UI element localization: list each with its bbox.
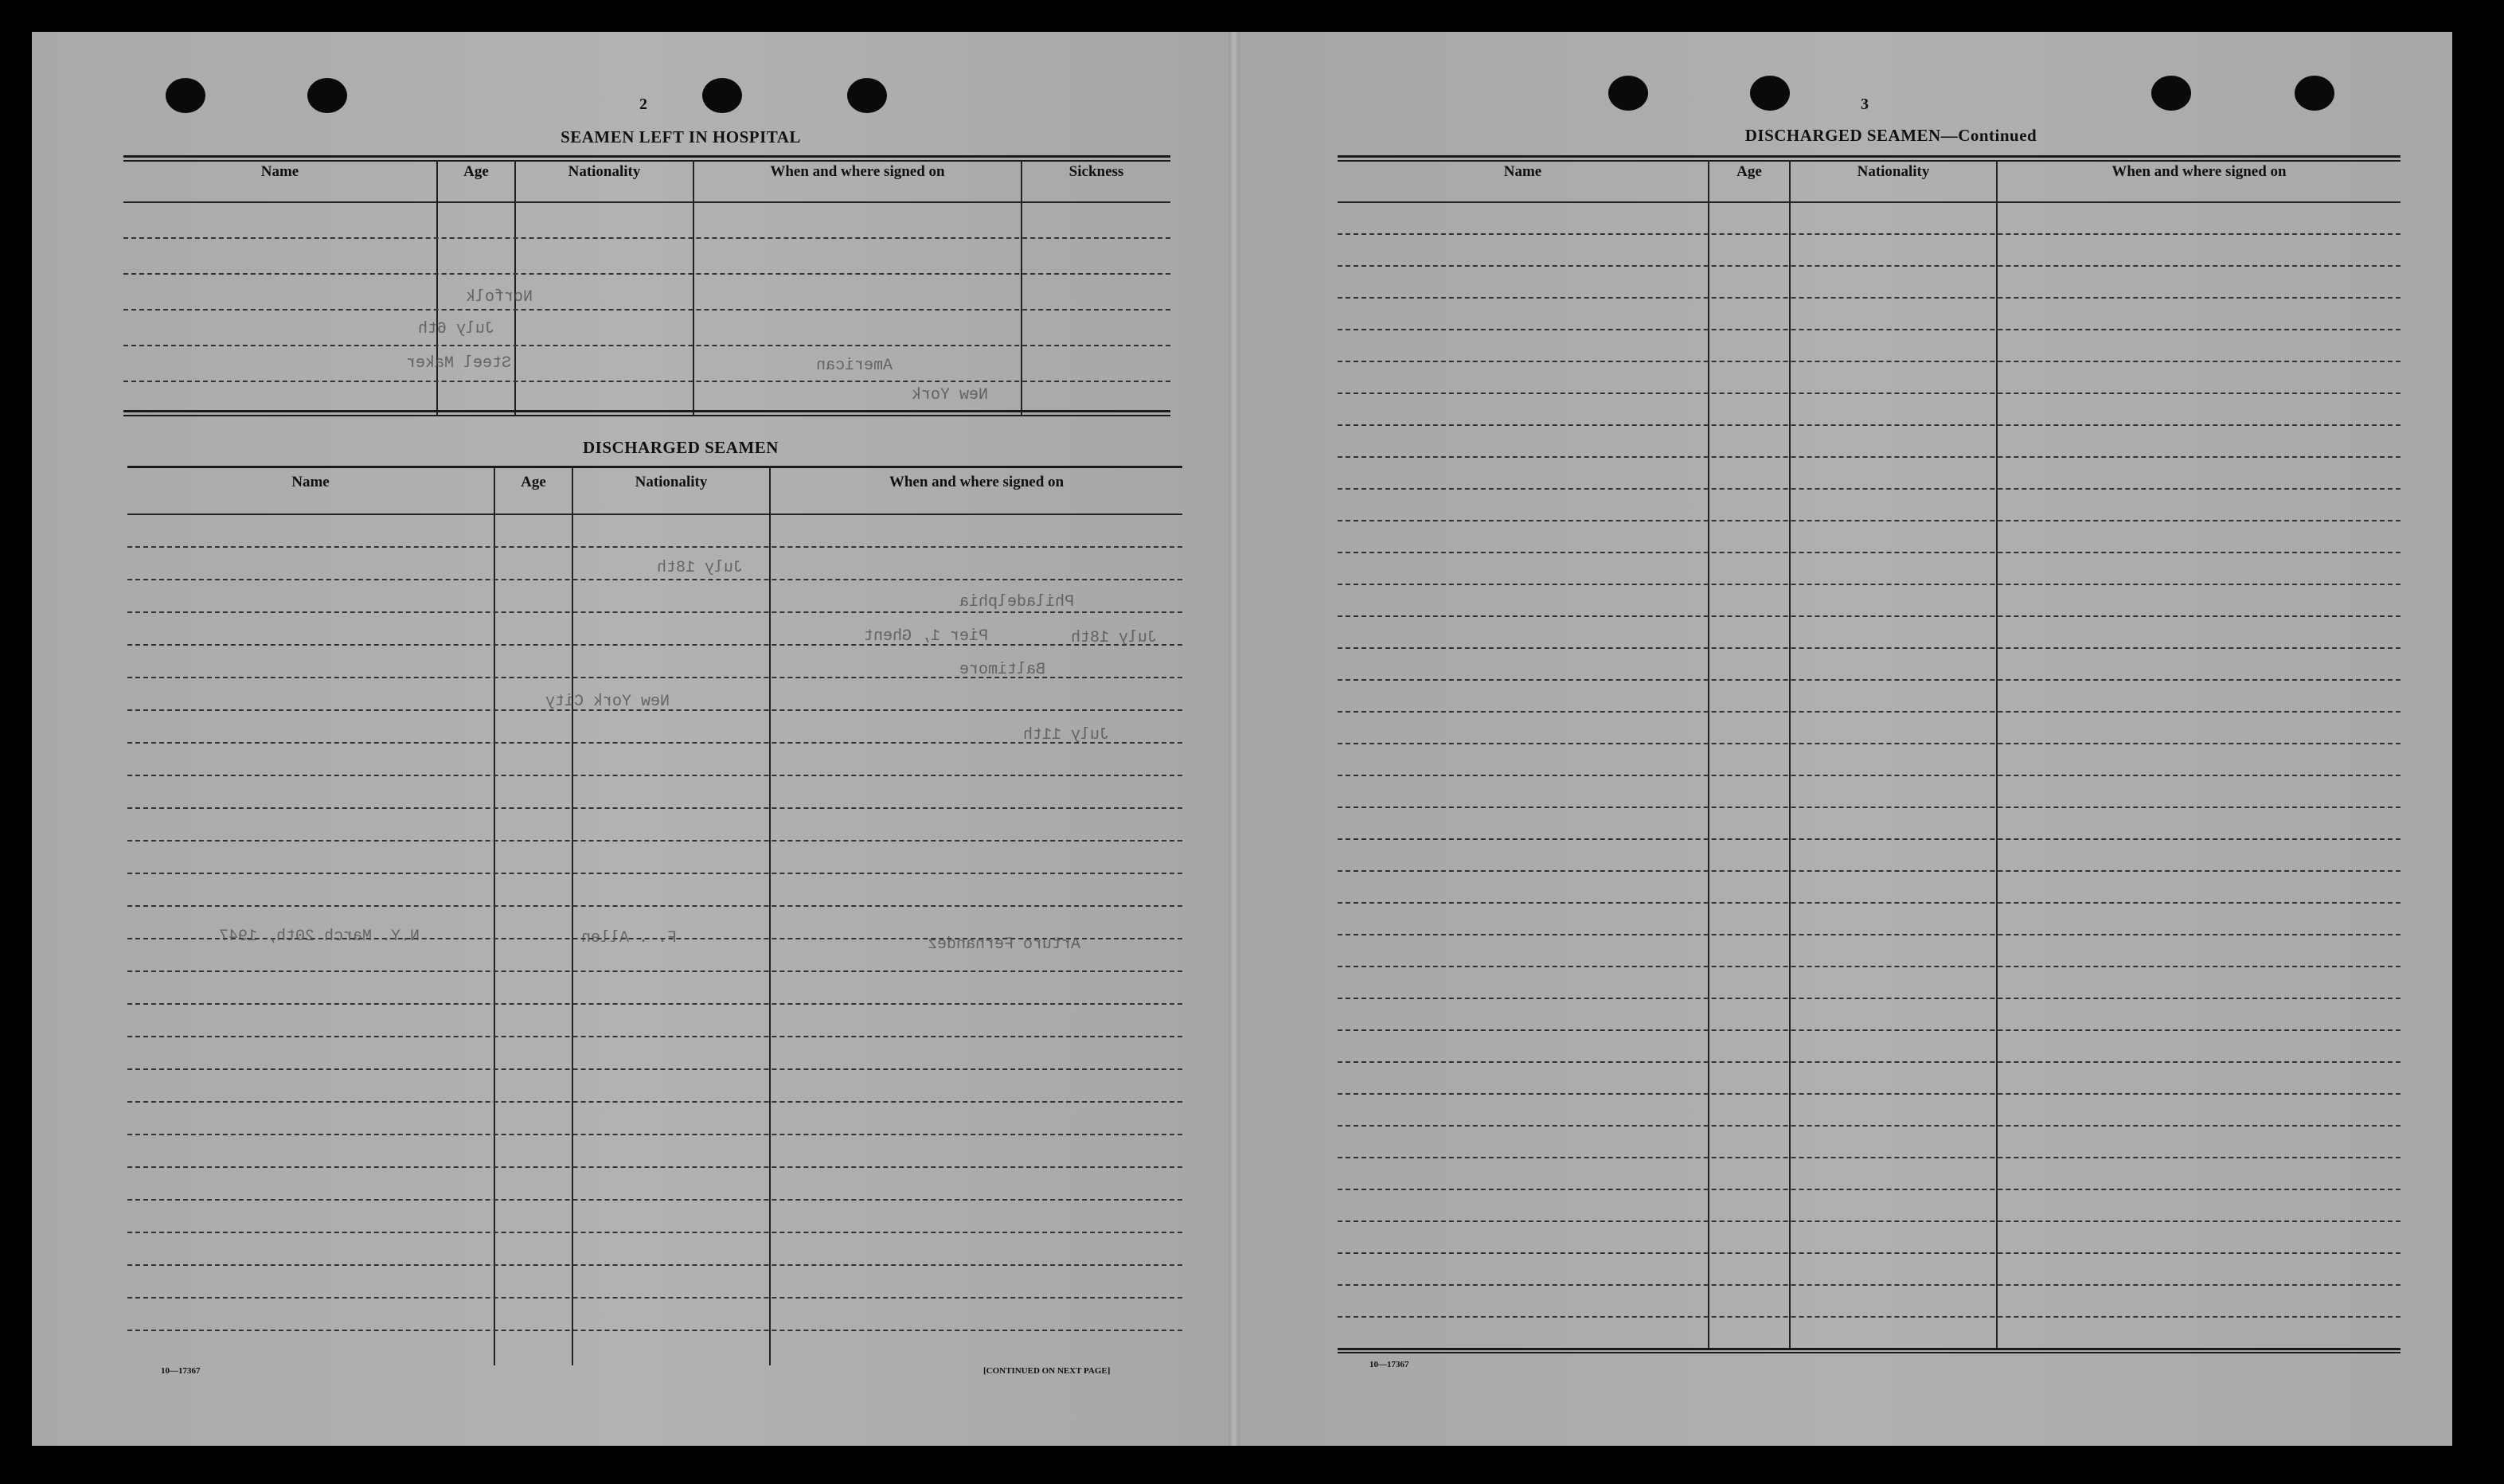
bleed-text: N.Y. March 20th, 1947 [219,928,420,946]
continued-heading: DISCHARGED SEAMEN—Continued [1744,126,2037,145]
bleed-text: July 18th [1071,629,1158,647]
bleed-text: Steel Maker [406,354,512,373]
continued-col-signed-on: When and where signed on [2111,163,2287,180]
punch-hole [2151,76,2191,111]
page-number-left: 2 [639,96,647,113]
discharged-heading: DISCHARGED SEAMEN [583,438,779,457]
hospital-table [123,155,1170,418]
hospital-col-nationality: Nationality [568,163,641,180]
bleed-text: July 6th [418,320,495,338]
bleed-text: Norfolk [466,288,533,307]
hospital-col-sickness: Sickness [1068,163,1124,180]
hospital-col-age: Age [463,163,489,180]
continued-col-age: Age [1736,163,1762,180]
hospital-col-name: Name [260,163,299,180]
punch-hole [307,78,347,113]
bleed-text: Pier 1, Ghent [864,627,989,646]
punch-hole [702,78,742,113]
discharged-col-nationality: Nationality [635,474,708,490]
discharged-col-name: Name [291,474,330,490]
bleed-text: F. . Allen [581,929,678,947]
hospital-col-signed-on: When and where signed on [770,163,945,180]
document-sheet [32,32,2452,1446]
discharged-col-age: Age [521,474,546,490]
continued-note: [CONTINUED ON NEXT PAGE] [983,1366,1111,1376]
center-fold [1229,32,1240,1446]
bleed-text: American [816,357,893,375]
bleed-text: Philadelphia [959,593,1075,611]
punch-hole [1750,76,1790,111]
form-number-right: 10—17367 [1369,1360,1409,1369]
bleed-text: New York City [545,693,670,711]
form-number-left: 10—17367 [161,1366,201,1376]
punch-hole [1608,76,1648,111]
discharged-continued-table [1338,155,2400,1353]
discharged-col-signed-on: When and where signed on [889,474,1064,490]
punch-hole [2295,76,2334,111]
bleed-text: New York [912,386,989,404]
bleed-text: July 11th [1023,726,1110,744]
punch-hole [166,78,205,113]
page-number-right: 3 [1861,96,1869,113]
bleed-text: Arturo Fernandez [928,935,1081,954]
bleed-text: July 18th [657,559,744,577]
bleed-text: Baltimore [959,661,1046,679]
hospital-heading: SEAMEN LEFT IN HOSPITAL [561,127,801,146]
punch-hole [847,78,887,113]
continued-col-name: Name [1503,163,1542,180]
continued-col-nationality: Nationality [1857,163,1930,180]
